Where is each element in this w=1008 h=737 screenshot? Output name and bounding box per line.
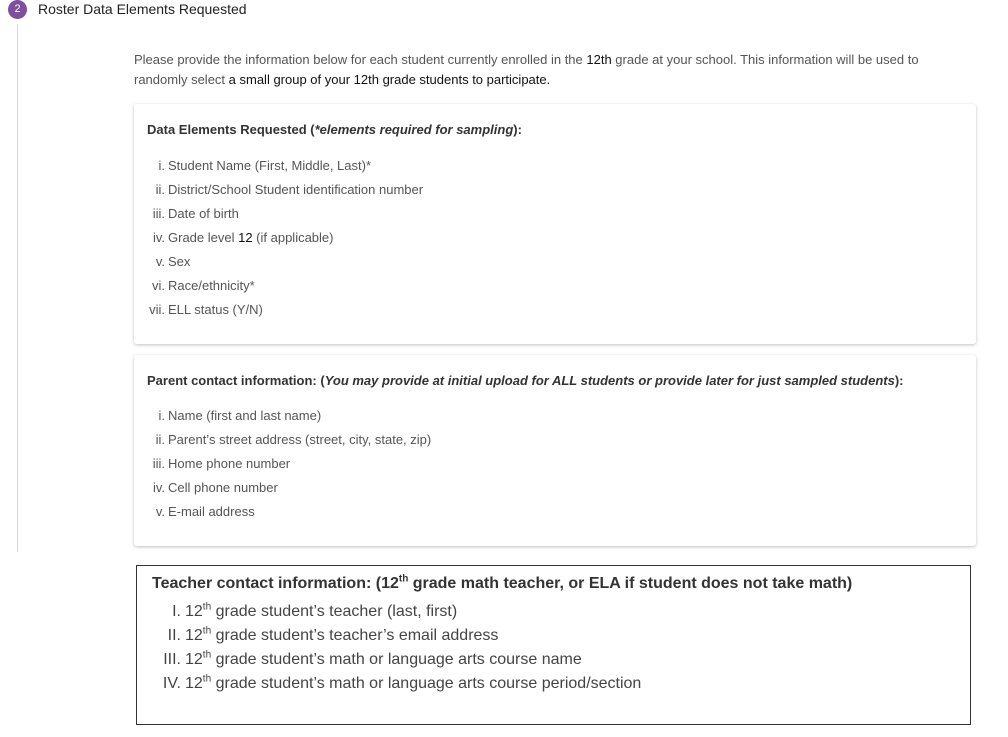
item-sup: th xyxy=(202,601,212,613)
item-pre: 12 xyxy=(185,651,203,668)
heading-suffix: ): xyxy=(513,122,522,137)
teacher-contact-heading xyxy=(152,575,852,593)
teacher-contact-box xyxy=(136,565,971,725)
item-text: grade student’s math or language arts course name xyxy=(211,651,582,668)
item-number: IV. xyxy=(162,675,181,692)
item-number: vi. xyxy=(152,278,165,293)
item-text: Date of birth xyxy=(168,206,239,221)
item-pre: 12 xyxy=(185,627,203,644)
item-number: ii. xyxy=(155,432,165,447)
item-number: i. xyxy=(158,158,165,173)
list-item xyxy=(134,250,423,274)
item-number: v. xyxy=(155,254,165,269)
item-text: E-mail address xyxy=(168,504,255,519)
item-text: District/School Student identification number xyxy=(168,182,424,197)
intro-part2: grade at your school. This information will be used to randomly select xyxy=(134,52,919,87)
heading-prefix: Parent contact information: ( xyxy=(147,373,325,388)
list-item xyxy=(137,624,641,648)
list-item xyxy=(137,600,641,624)
heading-italic: You may provide at initial upload for ALL students or provide later for just sampled students xyxy=(324,373,895,388)
item-text: grade student’s teacher (last, first) xyxy=(211,603,458,620)
list-item xyxy=(134,274,423,298)
item-sup: th xyxy=(202,649,212,661)
item-text: grade student’s teacher’s email address xyxy=(211,627,499,644)
heading-suffix: grade math teacher, or ELA if student does not take math) xyxy=(408,575,853,592)
item-text: grade student’s math or language arts course period/section xyxy=(211,675,642,692)
item-number: iv. xyxy=(152,480,165,495)
list-item xyxy=(134,404,431,428)
heading-italic: *elements required for sampling xyxy=(314,122,514,137)
item-text: Student Name (First, Middle, Last)* xyxy=(168,158,372,173)
list-item xyxy=(134,452,431,476)
heading-prefix: Teacher contact information: (12 xyxy=(152,575,399,592)
item-number: vii. xyxy=(149,302,165,317)
teacher-contact-list xyxy=(137,600,641,696)
item-sup: th xyxy=(202,625,212,637)
parent-contact-list xyxy=(134,404,431,524)
item-pre: 12 xyxy=(185,675,203,692)
step-title[interactable]: Roster Data Elements Requested xyxy=(38,1,247,17)
item-number: iv. xyxy=(152,230,165,245)
list-item xyxy=(134,500,431,524)
list-item xyxy=(137,672,641,696)
item-text: Parent’s street address (street, city, state, zip) xyxy=(168,432,432,447)
data-elements-card xyxy=(134,104,976,344)
item-text: Home phone number xyxy=(168,456,291,471)
item-tail: (if applicable) xyxy=(252,230,334,245)
heading-sup: th xyxy=(398,573,409,585)
list-item xyxy=(137,648,641,672)
item-text: Race/ethnicity* xyxy=(168,278,255,293)
item-text: Grade level xyxy=(168,230,239,245)
data-elements-list xyxy=(134,154,423,322)
step-number-badge: 2 xyxy=(8,0,27,19)
item-number: v. xyxy=(155,504,165,519)
item-text: Sex xyxy=(168,254,191,269)
item-sup: th xyxy=(202,673,212,685)
step-connector-line xyxy=(17,24,18,552)
heading-suffix: ): xyxy=(894,373,904,388)
list-item xyxy=(134,476,431,500)
item-number: I. xyxy=(172,603,181,620)
item-number: III. xyxy=(163,651,181,668)
item-text: Name (first and last name) xyxy=(168,408,322,423)
list-item xyxy=(134,178,423,202)
grade-value: 12 xyxy=(238,230,253,245)
list-item xyxy=(134,226,423,250)
item-number: iii. xyxy=(152,456,165,471)
parent-contact-heading xyxy=(147,373,904,388)
item-text: Cell phone number xyxy=(168,480,278,495)
item-number: ii. xyxy=(155,182,165,197)
item-number: II. xyxy=(167,627,181,644)
data-elements-heading xyxy=(147,122,522,137)
parent-contact-card xyxy=(134,355,976,546)
item-pre: 12 xyxy=(185,603,203,620)
intro-part1: Please provide the information below for each student currently enrolled in the xyxy=(134,52,587,67)
list-item xyxy=(134,154,423,178)
intro-part3: a small group of your 12th grade students to participate. xyxy=(228,72,551,87)
list-item xyxy=(134,298,423,322)
item-number: iii. xyxy=(152,206,165,221)
intro-grade: 12th xyxy=(586,52,612,67)
heading-prefix: Data Elements Requested ( xyxy=(147,122,315,137)
item-text: ELL status (Y/N) xyxy=(168,302,263,317)
intro-text xyxy=(134,50,974,90)
list-item xyxy=(134,202,423,226)
list-item xyxy=(134,428,431,452)
item-number: i. xyxy=(158,408,165,423)
